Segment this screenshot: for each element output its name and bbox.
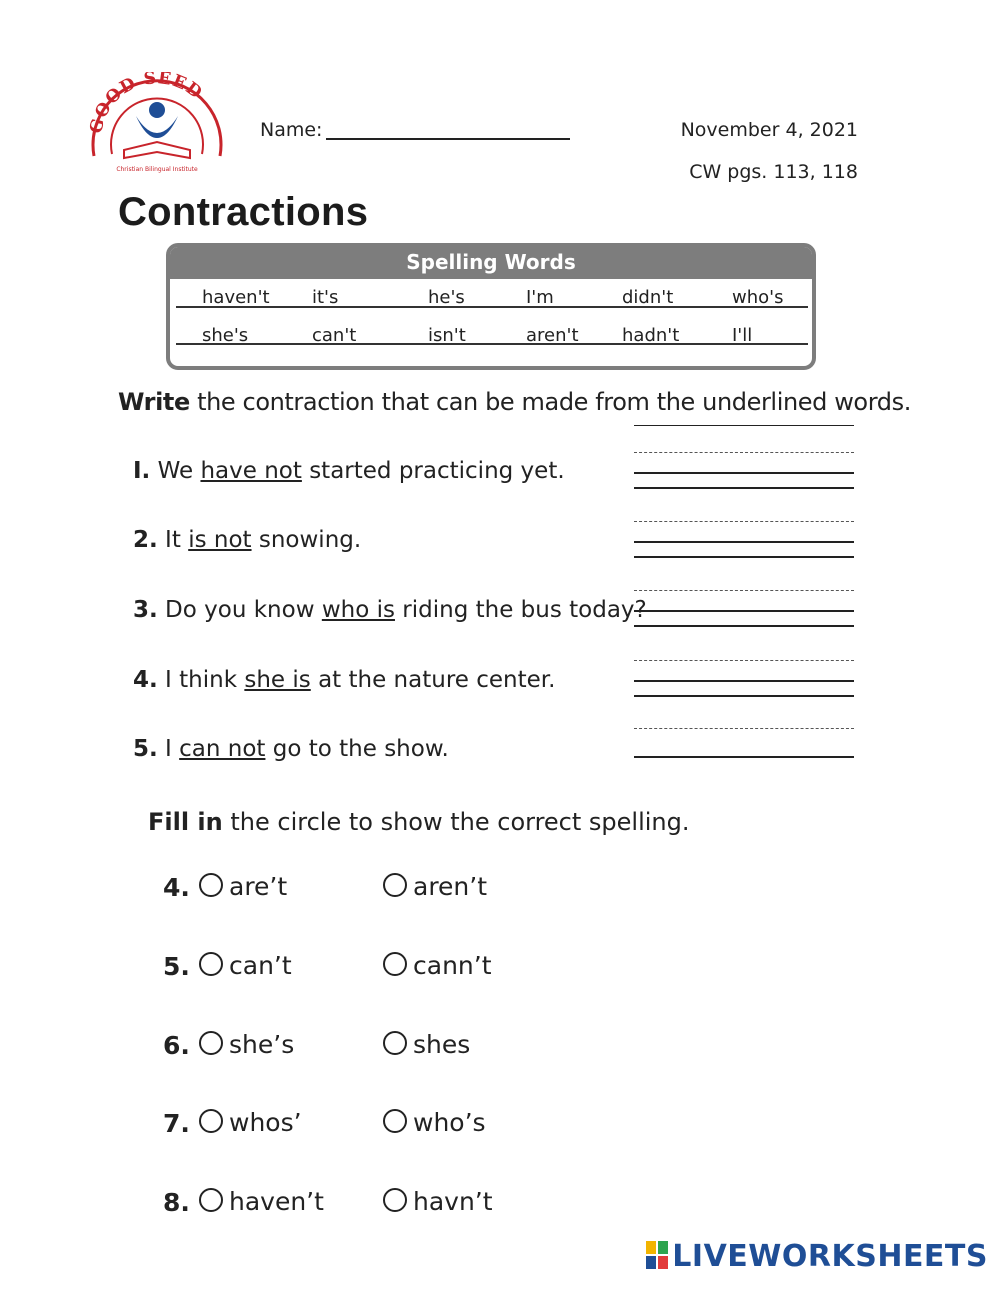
sentence-text: We xyxy=(150,458,201,484)
radio-circle-icon[interactable] xyxy=(383,1109,407,1133)
radio-circle-icon[interactable] xyxy=(199,1031,223,1055)
spelling-word: isn't xyxy=(428,325,466,346)
option-label: haven’t xyxy=(229,1187,324,1216)
option-label: are’t xyxy=(229,872,288,901)
school-logo xyxy=(86,72,228,174)
instruction-bold: Write xyxy=(118,388,190,416)
option-label: aren’t xyxy=(413,872,488,901)
instruction-fill-in xyxy=(148,808,690,836)
option-a[interactable] xyxy=(199,951,292,980)
spelling-word: aren't xyxy=(526,325,579,346)
option-a[interactable] xyxy=(199,872,287,901)
radio-circle-icon[interactable] xyxy=(199,873,223,897)
sentence-text: It xyxy=(157,527,189,553)
sentence-number: 5. xyxy=(133,736,158,762)
underlined-words: she is xyxy=(244,667,311,693)
option-a[interactable] xyxy=(199,1030,294,1059)
underlined-words: can not xyxy=(179,736,266,762)
underlined-words: who is xyxy=(321,597,395,623)
option-label: cann’t xyxy=(413,951,492,980)
instruction-write xyxy=(118,388,911,416)
underlined-words: is not xyxy=(188,527,252,553)
question-number: 4. xyxy=(163,873,190,902)
sentence-text: at the nature center. xyxy=(310,667,556,693)
divider xyxy=(634,425,854,426)
option-b[interactable] xyxy=(383,1108,486,1137)
logo-subtext: Christian Bilingual Institute xyxy=(116,166,198,173)
instruction-text: the circle to show the correct spelling. xyxy=(222,808,690,836)
radio-circle-icon[interactable] xyxy=(383,952,407,976)
answer-field-1[interactable] xyxy=(634,452,854,492)
answer-field-4[interactable] xyxy=(634,660,854,700)
answer-field-2[interactable] xyxy=(634,521,854,561)
spelling-word: hadn't xyxy=(622,325,680,346)
answer-field-3[interactable] xyxy=(634,590,854,630)
name-label: Name: xyxy=(260,119,323,141)
spelling-word: it's xyxy=(312,287,339,308)
spelling-words-heading: Spelling Words xyxy=(170,247,812,279)
radio-circle-icon[interactable] xyxy=(383,873,407,897)
radio-circle-icon[interactable] xyxy=(383,1031,407,1055)
option-b[interactable] xyxy=(383,1030,470,1059)
svg-text:GOOD SEED: GOOD SEED xyxy=(86,72,207,136)
sentence-number: 3. xyxy=(133,597,158,623)
name-input-line[interactable] xyxy=(326,138,570,140)
sentence-number: I. xyxy=(133,458,151,484)
page-reference: CW pgs. 113, 118 xyxy=(689,161,858,183)
sentence-text: started practicing yet. xyxy=(301,458,565,484)
radio-circle-icon[interactable] xyxy=(199,1188,223,1212)
spelling-word: she's xyxy=(202,325,249,346)
sentence xyxy=(133,667,555,693)
sentence-text: Do you know xyxy=(157,597,322,623)
liveworksheets-logo-icon xyxy=(646,1241,668,1277)
spelling-word: haven't xyxy=(202,287,270,308)
option-b[interactable] xyxy=(383,951,492,980)
spelling-word: can't xyxy=(312,325,357,346)
question-number: 8. xyxy=(163,1188,190,1217)
question-number: 5. xyxy=(163,952,190,981)
underlined-words: have not xyxy=(200,458,302,484)
sentence xyxy=(133,736,449,762)
instruction-bold: Fill in xyxy=(148,808,223,836)
sentence-number: 4. xyxy=(133,667,158,693)
option-label: she’s xyxy=(229,1030,295,1059)
sentence xyxy=(133,458,565,484)
sentence-text: go to the show. xyxy=(265,736,449,762)
option-label: can’t xyxy=(229,951,292,980)
option-b[interactable] xyxy=(383,872,487,901)
answer-field-5[interactable] xyxy=(634,728,854,768)
divider xyxy=(176,343,808,345)
date: November 4, 2021 xyxy=(680,119,858,141)
sentence xyxy=(133,597,647,623)
option-a[interactable] xyxy=(199,1187,324,1216)
option-b[interactable] xyxy=(383,1187,493,1216)
liveworksheets-brand[interactable] xyxy=(646,1239,988,1277)
question-number: 6. xyxy=(163,1031,190,1060)
brand-text: LIVEWORKSHEETS xyxy=(672,1239,988,1274)
radio-circle-icon[interactable] xyxy=(199,1109,223,1133)
sentence-text: riding the bus today? xyxy=(394,597,647,623)
divider xyxy=(176,306,808,308)
spelling-word: I'll xyxy=(732,325,753,346)
option-label: shes xyxy=(413,1030,471,1059)
question-number: 7. xyxy=(163,1109,190,1138)
sentence-text: I xyxy=(157,736,180,762)
sentence-text: I think xyxy=(157,667,245,693)
option-a[interactable] xyxy=(199,1108,302,1137)
option-label: who’s xyxy=(413,1108,486,1137)
instruction-text: the contraction that can be made from the underlined words. xyxy=(189,388,911,416)
sentence xyxy=(133,527,361,553)
spelling-word: who's xyxy=(732,287,784,308)
spelling-words-box xyxy=(166,243,816,370)
radio-circle-icon[interactable] xyxy=(383,1188,407,1212)
spelling-word: he's xyxy=(428,287,465,308)
option-label: havn’t xyxy=(413,1187,493,1216)
page-title: Contractions xyxy=(118,190,369,234)
radio-circle-icon[interactable] xyxy=(199,952,223,976)
option-label: whos’ xyxy=(229,1108,302,1137)
sentence-text: snowing. xyxy=(251,527,362,553)
sentence-number: 2. xyxy=(133,527,158,553)
spelling-word: I'm xyxy=(526,287,554,308)
spelling-word: didn't xyxy=(622,287,674,308)
